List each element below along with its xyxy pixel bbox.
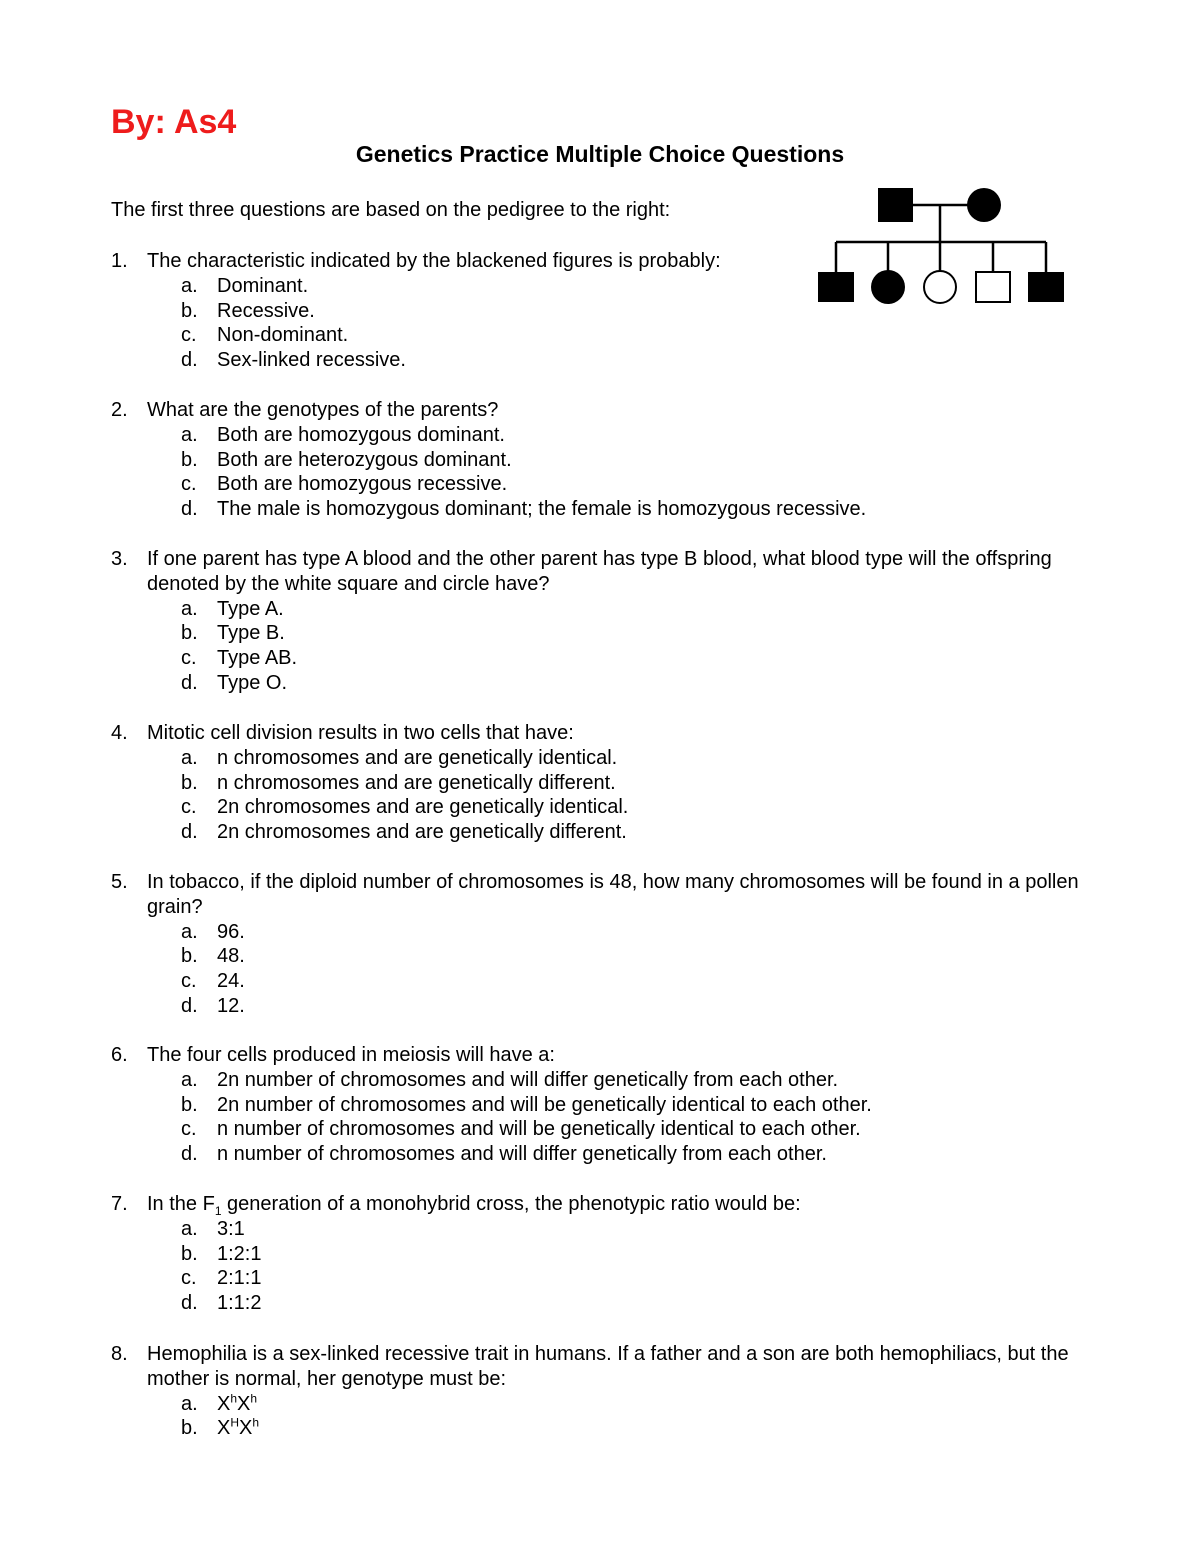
pedigree-intro: The first three questions are based on the pedigree to the right: xyxy=(111,199,671,221)
option-text: Type B. xyxy=(217,622,285,645)
option-letter: a. xyxy=(181,746,198,769)
answer-option xyxy=(181,497,1101,522)
answer-option xyxy=(181,1242,1101,1267)
option-text: n chromosomes and are genetically identical. xyxy=(217,746,618,769)
option-letter: d. xyxy=(181,821,198,844)
option-text: 2n number of chromosomes and will differ genetically from each other. xyxy=(217,1068,839,1091)
question-text: In the $F_1$ generation of a monohybrid cross, the phenotypic ratio would be: xyxy=(147,1193,801,1218)
option-letter: c. xyxy=(181,473,197,496)
father-affected-square xyxy=(878,188,913,222)
answer-option xyxy=(181,1117,1101,1142)
option-text: 2n chromosomes and are genetically identical. xyxy=(217,796,629,819)
option-text: n number of chromosomes and will be genetically identical to each other. xyxy=(217,1118,861,1141)
option-text: Type O. xyxy=(217,671,288,694)
option-text: 96. xyxy=(217,920,245,943)
option-text: 1:2:1 xyxy=(217,1242,262,1265)
option-letter: a. xyxy=(181,1068,198,1091)
answer-option xyxy=(181,274,1101,299)
question-8 xyxy=(111,1342,1101,1441)
question-number: 4. xyxy=(111,722,128,744)
answer-option xyxy=(181,944,1101,969)
answer-option xyxy=(181,646,1101,671)
option-text: 48. xyxy=(217,945,245,968)
question-text: Mitotic cell division results in two cells that have: xyxy=(147,722,574,744)
answer-option xyxy=(181,1416,1101,1441)
option-letter: a. xyxy=(181,920,198,943)
question-text: The characteristic indicated by the blackened figures is probably: xyxy=(147,250,721,272)
question-6 xyxy=(111,1043,1101,1167)
answer-option xyxy=(181,323,1101,348)
option-text: Dominant. xyxy=(217,274,309,297)
option-text: Recessive. xyxy=(217,299,315,322)
mother-affected-circle xyxy=(967,188,1001,222)
question-number: 7. xyxy=(111,1193,128,1215)
question-text: The four cells produced in meiosis will have a: xyxy=(147,1044,555,1066)
question-4 xyxy=(111,721,1101,845)
option-letter: c. xyxy=(181,647,197,670)
option-text: 2n number of chromosomes and will be genetically identical to each other. xyxy=(217,1093,872,1116)
option-letter: d. xyxy=(181,498,198,521)
answer-option xyxy=(181,621,1101,646)
answer-option xyxy=(181,920,1101,945)
option-letter: b. xyxy=(181,622,198,645)
answer-option xyxy=(181,1142,1101,1167)
answer-option xyxy=(181,472,1101,497)
option-letter: c. xyxy=(181,324,197,347)
option-text: Type AB. xyxy=(217,647,298,670)
option-letter: a. xyxy=(181,597,198,620)
option-text: $X^hX^h$ xyxy=(217,1390,258,1415)
answer-option xyxy=(181,746,1101,771)
answer-option xyxy=(181,969,1101,994)
option-text: 24. xyxy=(217,970,245,993)
answer-option xyxy=(181,1291,1101,1316)
option-letter: d. xyxy=(181,1143,198,1166)
option-letter: b. xyxy=(181,1093,198,1116)
question-number: 2. xyxy=(111,399,128,421)
answer-option xyxy=(181,1068,1101,1093)
option-letter: d. xyxy=(181,1292,198,1315)
question-number: 6. xyxy=(111,1044,128,1066)
option-letter: d. xyxy=(181,349,198,372)
answer-option xyxy=(181,1392,1101,1417)
question-5 xyxy=(111,870,1101,1019)
question-2 xyxy=(111,398,1101,522)
answer-option xyxy=(181,448,1101,473)
option-letter: b. xyxy=(181,1242,198,1265)
answer-option xyxy=(181,795,1101,820)
option-letter: c. xyxy=(181,1267,197,1290)
answer-option xyxy=(181,597,1101,622)
option-letter: b. xyxy=(181,1417,198,1440)
answer-option xyxy=(181,1266,1101,1291)
question-number: 5. xyxy=(111,871,128,893)
option-text: 1:1:2 xyxy=(217,1292,262,1315)
answer-option xyxy=(181,671,1101,696)
option-text: 3:1 xyxy=(217,1217,245,1240)
question-number: 3. xyxy=(111,548,128,570)
answer-option xyxy=(181,771,1101,796)
option-letter: a. xyxy=(181,423,198,446)
option-letter: d. xyxy=(181,994,198,1017)
option-text: Sex-linked recessive. xyxy=(217,349,406,372)
option-text: 12. xyxy=(217,994,245,1017)
option-letter: c. xyxy=(181,796,197,819)
question-number: 8. xyxy=(111,1343,128,1365)
option-letter: d. xyxy=(181,671,198,694)
option-letter: a. xyxy=(181,1392,198,1415)
answer-option xyxy=(181,994,1101,1019)
question-text: If one parent has type A blood and the other parent has type B blood, what blood type will the offspring denoted by the white square and circle have? xyxy=(147,548,1052,595)
page-title: Genetics Practice Multiple Choice Questions xyxy=(355,141,845,167)
author-byline: By: As4 xyxy=(111,103,237,141)
question-text: Hemophilia is a sex-linked recessive trait in humans. If a father and a son are both hemophiliacs, but the mother is normal, her genotype must be: xyxy=(147,1343,1069,1390)
answer-option xyxy=(181,348,1101,373)
option-text: The male is homozygous dominant; the female is homozygous recessive. xyxy=(217,498,867,521)
answer-option xyxy=(181,423,1101,448)
option-letter: c. xyxy=(181,1118,197,1141)
option-letter: b. xyxy=(181,771,198,794)
answer-option xyxy=(181,299,1101,324)
option-text: Both are homozygous recessive. xyxy=(217,473,508,496)
question-text: What are the genotypes of the parents? xyxy=(147,399,499,421)
question-text: In tobacco, if the diploid number of chromosomes is 48, how many chromosomes will be found in a pollen grain? xyxy=(147,871,1079,918)
option-letter: b. xyxy=(181,945,198,968)
question-7 xyxy=(111,1192,1101,1316)
option-text: n chromosomes and are genetically different. xyxy=(217,771,616,794)
question-number: 1. xyxy=(111,250,128,272)
option-letter: b. xyxy=(181,299,198,322)
answer-option xyxy=(181,820,1101,845)
answer-option xyxy=(181,1093,1101,1118)
option-text: 2:1:1 xyxy=(217,1267,262,1290)
option-text: Non-dominant. xyxy=(217,324,349,347)
option-text: 2n chromosomes and are genetically different. xyxy=(217,821,627,844)
option-text: Both are homozygous dominant. xyxy=(217,423,505,446)
option-text: Both are heterozygous dominant. xyxy=(217,448,512,471)
option-text: n number of chromosomes and will differ genetically from each other. xyxy=(217,1143,827,1166)
option-letter: a. xyxy=(181,274,198,297)
option-letter: a. xyxy=(181,1217,198,1240)
answer-option xyxy=(181,1217,1101,1242)
question-1 xyxy=(111,249,1101,373)
option-text: Type A. xyxy=(217,597,284,620)
question-3 xyxy=(111,547,1101,696)
option-letter: b. xyxy=(181,448,198,471)
option-letter: c. xyxy=(181,970,197,993)
option-text: $X^HX^h$ xyxy=(217,1415,260,1440)
